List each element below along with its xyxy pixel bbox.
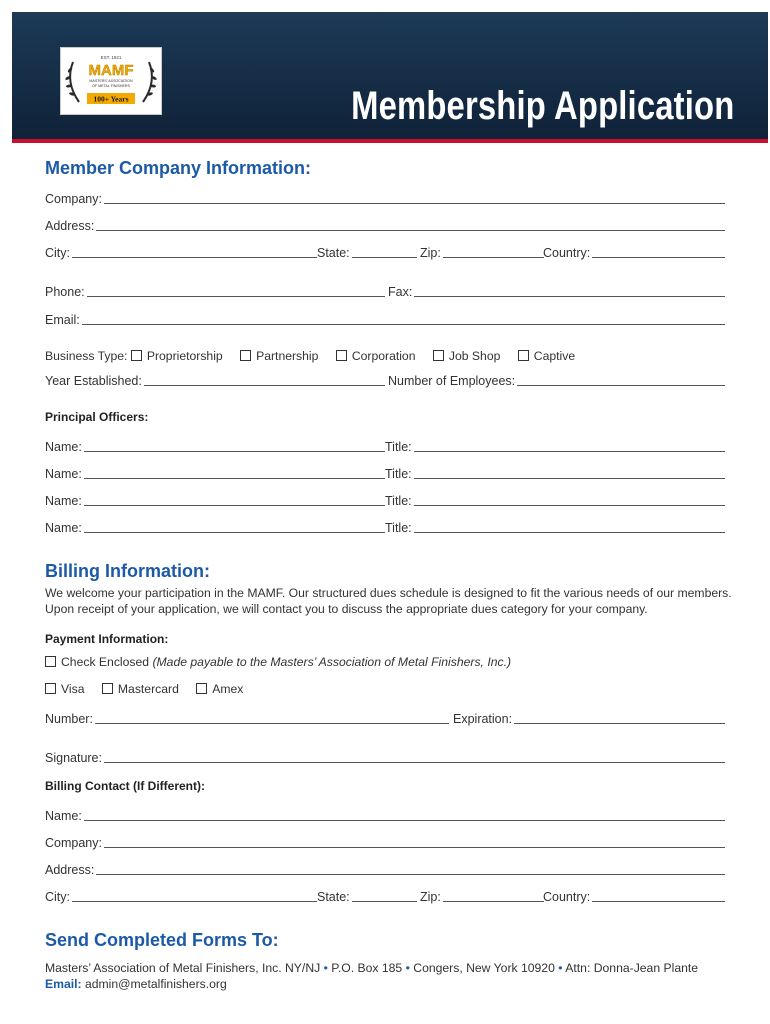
mamf-logo	[60, 47, 162, 115]
email-contact-label: Email:	[45, 977, 82, 991]
officer-title-field[interactable]: Title:	[385, 465, 725, 481]
address-field[interactable]	[45, 217, 725, 233]
employees-label: Number of Employees:	[388, 374, 516, 388]
year-established-field[interactable]	[45, 372, 385, 388]
address-row	[45, 215, 725, 233]
checkbox-partnership[interactable]: Partnership	[240, 349, 318, 363]
business-type-row	[45, 349, 589, 363]
mailing-address: Masters’ Association of Metal Finishers, Inc. NY/NJ • P.O. Box 185 • Congers, New York 10920 • Attn: Donna-Jean Plante	[45, 961, 699, 975]
officer-name-field[interactable]: Name:	[45, 465, 385, 481]
officer-title-field[interactable]: Title:	[385, 492, 725, 508]
billing-city-row	[45, 886, 725, 904]
year-employees-row	[45, 370, 725, 388]
officer-row	[45, 436, 725, 454]
principal-officers-title: Principal Officers:	[45, 410, 149, 424]
billing-company-label: Company:	[45, 836, 102, 850]
email-label: Email:	[45, 313, 80, 327]
card-number-label: Number:	[45, 712, 93, 726]
company-row	[45, 188, 725, 206]
checkbox-corporation[interactable]: Corporation	[336, 349, 416, 363]
signature-label: Signature:	[45, 751, 102, 765]
billing-section-title: Billing Information:	[45, 561, 210, 581]
phone-row	[45, 281, 725, 299]
company-field[interactable]	[45, 190, 725, 206]
checkbox-captive[interactable]: Captive	[518, 349, 575, 363]
send-section-title: Send Completed Forms To:	[45, 930, 279, 950]
member-section-title: Member Company Information:	[45, 158, 312, 178]
city-label: City:	[45, 246, 70, 260]
checkbox-visa[interactable]: Visa	[45, 682, 85, 696]
checkbox-icon	[196, 683, 207, 694]
bullet-separator: •	[405, 961, 410, 975]
checkbox-amex[interactable]: Amex	[196, 682, 243, 696]
employees-field[interactable]	[388, 372, 725, 388]
officer-row	[45, 517, 725, 535]
billing-address-label: Address:	[45, 863, 95, 877]
svg-text:MAMF: MAMF	[88, 62, 134, 79]
checkbox-icon	[240, 350, 251, 361]
email-field[interactable]	[45, 311, 725, 327]
officer-row	[45, 490, 725, 508]
svg-text:MASTERS' ASSOCIATION: MASTERS' ASSOCIATION	[89, 79, 133, 83]
expiration-field[interactable]	[453, 710, 725, 726]
signature-row	[45, 747, 725, 765]
bullet-separator: •	[558, 961, 563, 975]
signature-field[interactable]	[45, 749, 725, 765]
zip-label: Zip:	[420, 246, 441, 260]
billing-paragraph-line-2: Upon receipt of your application, we will contact you to discuss the appropriate dues category for your company.	[45, 602, 648, 616]
svg-text:100+ Years: 100+ Years	[93, 94, 129, 104]
email-row	[45, 309, 725, 327]
officer-title-field[interactable]: Title:	[385, 438, 725, 454]
card-options-row	[45, 682, 257, 696]
checkbox-icon	[433, 350, 444, 361]
billing-name-label: Name:	[45, 809, 82, 823]
city-field[interactable]	[45, 244, 317, 260]
checkbox-icon	[131, 350, 142, 361]
officer-title-field[interactable]: Title:	[385, 519, 725, 535]
checkbox-mastercard[interactable]: Mastercard	[102, 682, 179, 696]
company-label: Company:	[45, 192, 102, 206]
officer-name-field[interactable]: Name:	[45, 519, 385, 535]
billing-company-row	[45, 832, 725, 850]
page-title: Membership Application	[350, 84, 734, 128]
billing-city-field[interactable]: City:	[45, 888, 317, 904]
phone-label: Phone:	[45, 285, 85, 299]
business-type-label: Business Type:	[45, 349, 128, 363]
phone-field[interactable]	[45, 283, 385, 299]
billing-state-field[interactable]: State:	[317, 888, 417, 904]
check-enclosed-option[interactable]: Check Enclosed (Made payable to the Masters’ Association of Metal Finishers, Inc.)	[45, 655, 511, 669]
checkbox-proprietorship[interactable]: Proprietorship	[131, 349, 223, 363]
svg-text:EST. 1921: EST. 1921	[100, 55, 122, 60]
billing-address-row	[45, 859, 725, 877]
officer-name-field[interactable]: Name:	[45, 438, 385, 454]
checkbox-icon	[102, 683, 113, 694]
billing-zip-field[interactable]: Zip:	[420, 888, 544, 904]
state-label: State:	[317, 246, 350, 260]
contact-email-row	[45, 977, 227, 991]
billing-name-row	[45, 805, 725, 823]
billing-country-field[interactable]: Country:	[543, 888, 725, 904]
svg-text:OF METAL FINISHERS: OF METAL FINISHERS	[92, 84, 130, 88]
checkbox-job-shop[interactable]: Job Shop	[433, 349, 501, 363]
bullet-separator: •	[323, 961, 328, 975]
checkbox-icon	[45, 683, 56, 694]
card-number-row	[45, 708, 725, 726]
year-established-label: Year Established:	[45, 374, 142, 388]
checkbox-icon	[336, 350, 347, 361]
officer-name-field[interactable]: Name:	[45, 492, 385, 508]
billing-name-field[interactable]	[45, 807, 725, 823]
expiration-label: Expiration:	[453, 712, 513, 726]
checkbox-icon	[518, 350, 529, 361]
billing-contact-title: Billing Contact (If Different):	[45, 779, 205, 793]
billing-paragraph-line-1: We welcome your participation in the MAMF. Our structured dues schedule is designed to fit the various needs of our members.	[45, 586, 732, 600]
city-row	[45, 242, 725, 260]
checkbox-icon	[45, 656, 56, 667]
header-banner	[12, 12, 768, 143]
fax-field[interactable]	[388, 283, 725, 299]
address-label: Address:	[45, 219, 95, 233]
check-payable-note: (Made payable to the Masters’ Association of Metal Finishers, Inc.)	[152, 655, 512, 669]
country-field[interactable]	[543, 244, 725, 260]
email-link[interactable]: admin@metalfinishers.org	[84, 977, 227, 991]
card-number-field[interactable]	[45, 710, 449, 726]
zip-field[interactable]	[420, 244, 544, 260]
billing-company-field[interactable]	[45, 834, 725, 850]
fax-label: Fax:	[388, 285, 413, 299]
billing-address-field[interactable]	[45, 861, 725, 877]
officer-row	[45, 463, 725, 481]
state-field[interactable]	[317, 244, 417, 260]
country-label: Country:	[543, 246, 591, 260]
payment-information-title: Payment Information:	[45, 632, 169, 646]
